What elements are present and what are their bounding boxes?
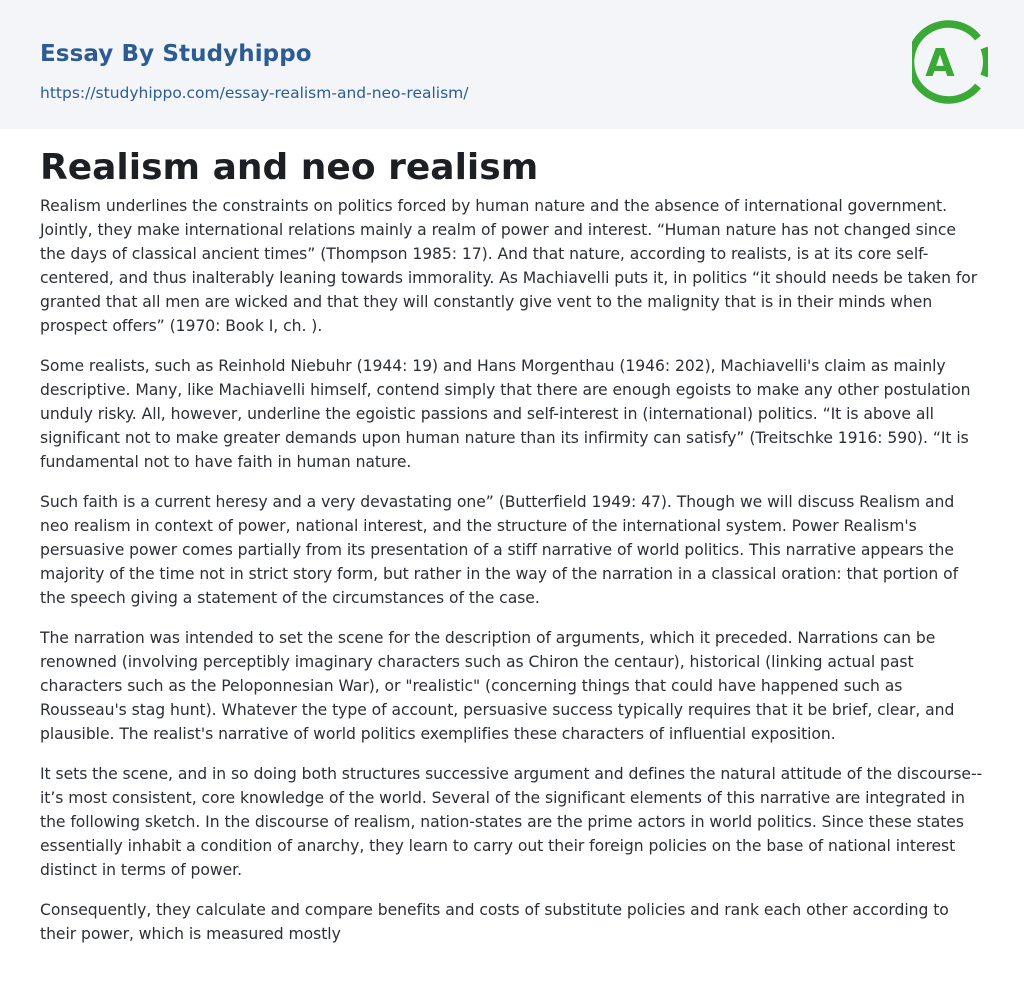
page-title: Realism and neo realism [40,147,539,188]
logo-letter: A [925,41,955,85]
paragraph: Realism underlines the constraints on politics forced by human nature and the absence of international government. Jointly, they make international relations mainly a realm of power and interest. “Human nature has not changed since the days of classical ancient times” (Thompson 1985: 17). And that nature, according to realists, is at its core self-centered, and thus inalterably leaning towards immorality. As Machiavelli puts it, in politics “it should needs be taken for granted that all men are wicked and that they will constantly give vent to the malignity that is in their minds when prospect offers” (1970: Book I, ch. ). [40,197,978,335]
paragraph: It sets the scene, and in so doing both structures successive argument and defines the natural attitude of the discourse--it’s most consistent, core knowledge of the world. Several of the significant elements of this narrative are integrated in the following sketch. In the discourse of realism, nation-states are the prime actors in world politics. Since these states essentially inhabit a condition of anarchy, they learn to carry out their foreign policies on the base of national interest distinct in terms of power. [40,765,983,879]
article-body [40,194,984,962]
studyhippo-logo-icon[interactable] [912,18,988,106]
paragraph: Some realists, such as Reinhold Niebuhr (1944: 19) and Hans Morgenthau (1946: 202), Machiavelli's claim as mainly descriptive. Many, like Machiavelli himself, contend simply that there are enough egoists to make any other postulation unduly risky. All, however, underline the egoistic passions and self-interest in (international) politics. “It is above all significant not to make greater demands upon human nature than its infirmity can satisfy” (Treitschke 1916: 590). “It is fundamental not to have faith in human nature. [40,357,971,471]
essay-url-link[interactable]: https://studyhippo.com/essay-realism-and-neo-realism/ [40,84,469,102]
logo-ring-right [984,48,987,76]
site-brand[interactable]: Essay By Studyhippo [40,41,312,67]
paragraph: Such faith is a current heresy and a very devastating one” (Butterfield 1949: 47). Though we will discuss Realism and neo realism in context of power, national interest, and the structure of the international system. Power Realism's persuasive power comes partially from its presentation of a stiff narrative of world politics. This narrative appears the majority of the time not in strict story form, but rather in the way of the narration in a classical oration: that portion of the speech giving a statement of the circumstances of the case. [40,493,959,607]
paragraph: Consequently, they calculate and compare benefits and costs of substitute policies and rank each other according to their power, which is measured mostly [40,901,949,943]
paragraph: The narration was intended to set the scene for the description of arguments, which it preceded. Narrations can be renowned (involving perceptibly imaginary characters such as Chiron the centaur), historical (linking actual past characters such as the Peloponnesian War), or "realistic" (concerning things that could have happened such as Rousseau's stag hunt). Whatever the type of account, persuasive success typically requires that it be brief, clear, and plausible. The realist's narrative of world politics exemplifies these characters of influential exposition. [40,629,955,743]
